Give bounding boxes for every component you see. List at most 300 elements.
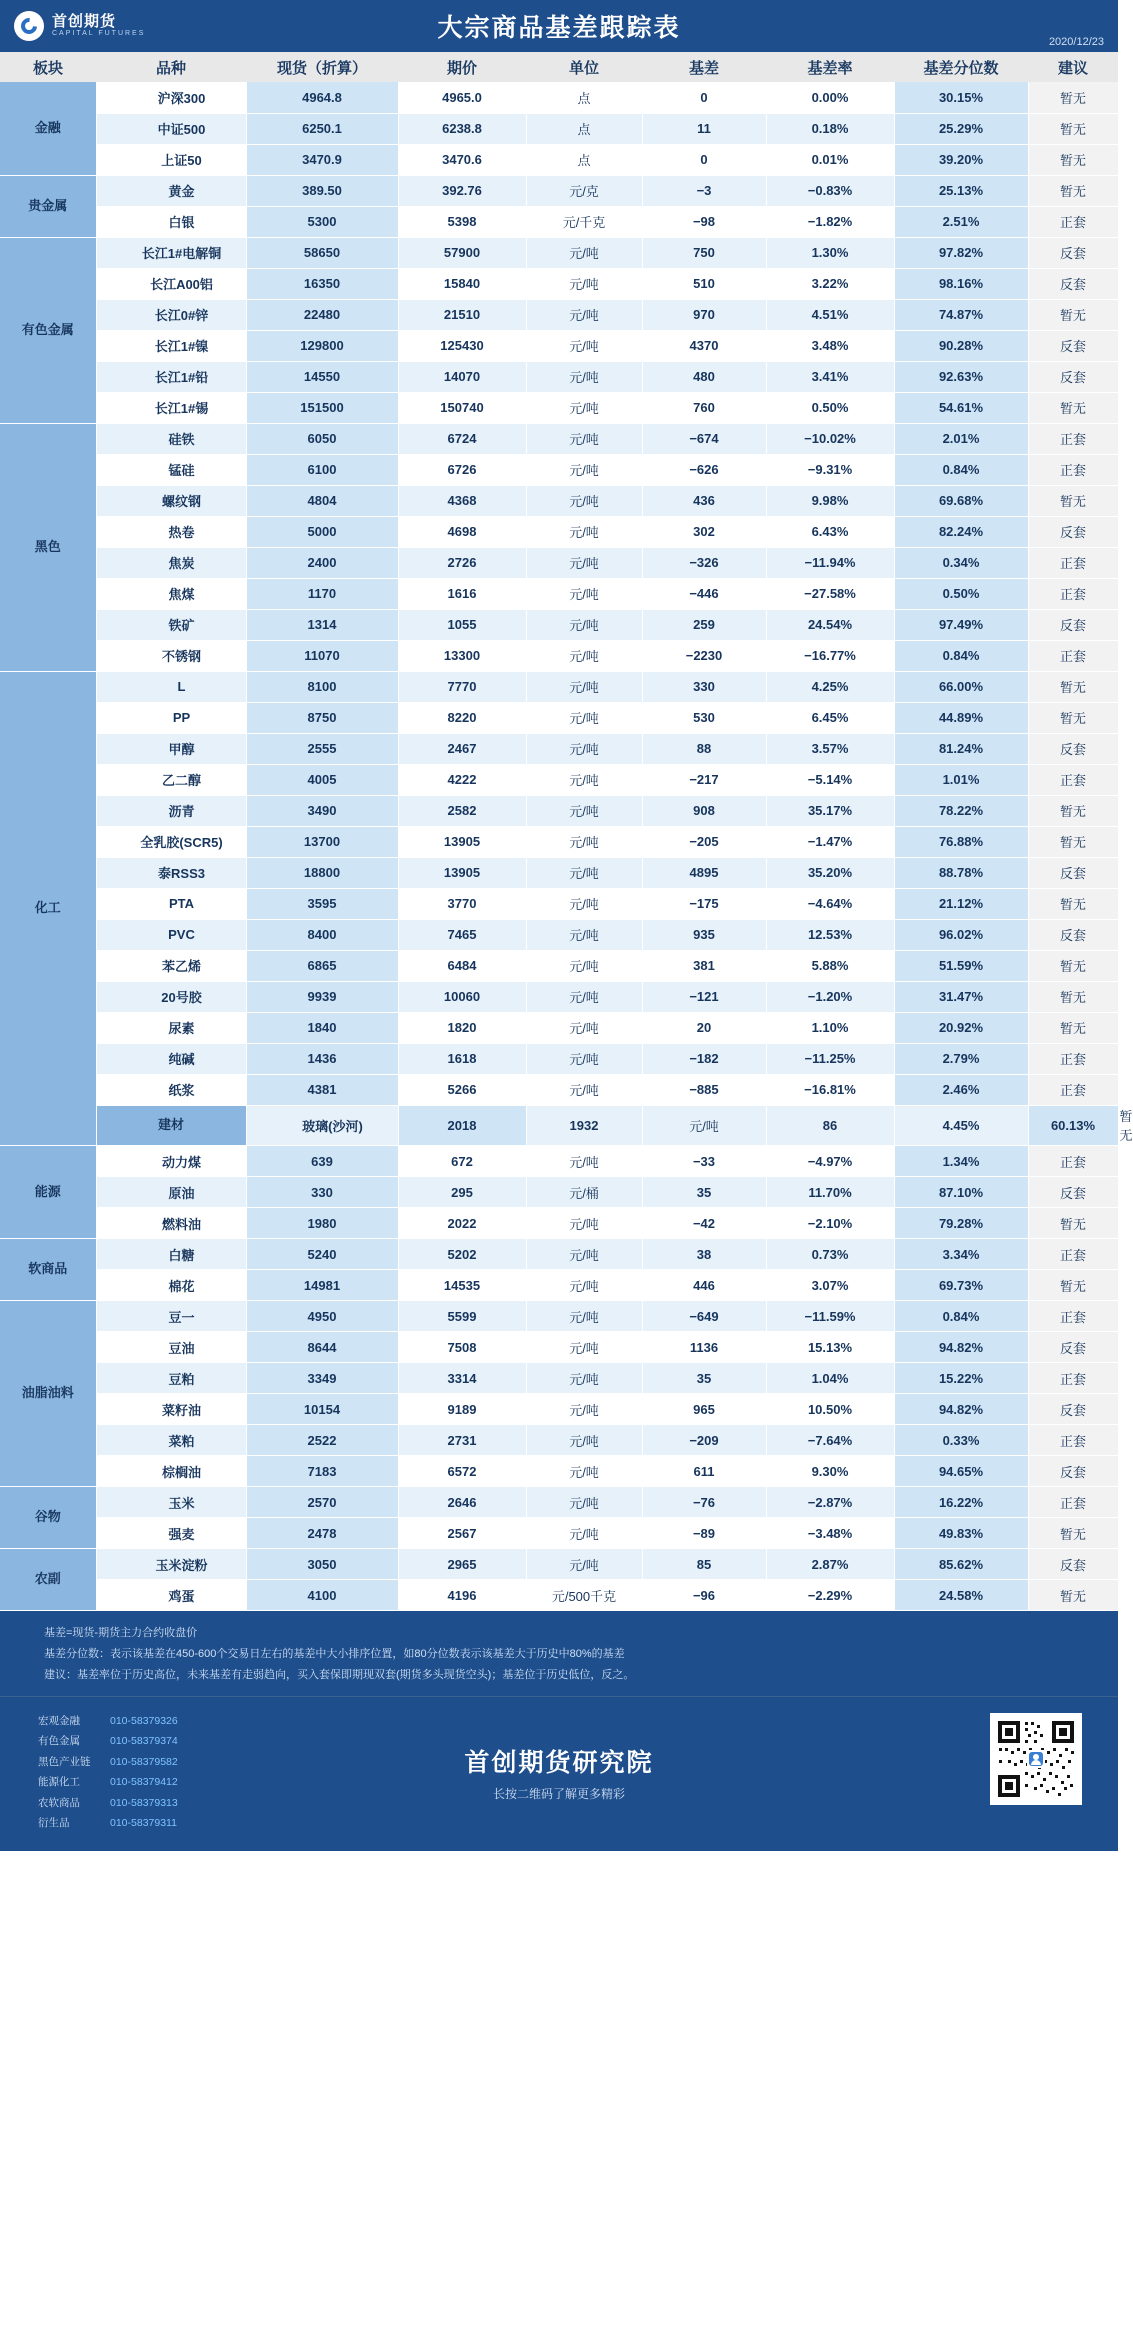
table-row [0,1363,1118,1394]
table-row [0,1456,1118,1487]
table-row: 建材 玻璃(沙河) 2018 1932 元/吨 86 4.45% 60.13% 暂无 [0,1105,1118,1146]
unit-cell: 元/吨 [526,1456,642,1487]
unit-cell: 元/吨 [526,826,642,857]
table-body [0,82,1133,1611]
table-row [0,1549,1118,1580]
contact-label: 能源化工 [38,1776,80,1789]
advice-cell: 正套 [1028,1363,1118,1394]
basis-cell: −98 [642,206,766,237]
report-date: 2020/12/23 [1048,36,1104,48]
advice-cell: 正套 [1028,1074,1118,1105]
table-row [0,640,1118,671]
futures-price-cell: 6724 [398,423,526,454]
basis-percentile-cell: 94.82% [894,1394,1028,1425]
contact-phone[interactable]: 010-58379311 [110,1817,177,1830]
basis-rate-cell: 3.48% [766,330,894,361]
futures-price-cell: 4196 [398,1580,526,1611]
table-row [0,330,1118,361]
basis-rate-cell: 1.04% [766,1363,894,1394]
unit-cell: 元/千克 [526,206,642,237]
basis-rate-cell: 0.00% [766,82,894,113]
variety-name-cell: 长江1#镍 [96,330,246,361]
advice-cell: 暂无 [1028,1580,1118,1611]
basis-rate-cell: 1.30% [766,237,894,268]
spot-price-cell: 2018 [398,1105,526,1146]
basis-rate-cell: 0.73% [766,1239,894,1270]
spot-price-cell: 4100 [246,1580,398,1611]
advice-cell: 反套 [1028,268,1118,299]
variety-name-cell: 焦炭 [96,547,246,578]
futures-price-cell: 2646 [398,1487,526,1518]
futures-price-cell: 2582 [398,795,526,826]
basis-percentile-cell: 30.15% [894,82,1028,113]
basis-rate-cell: −16.77% [766,640,894,671]
advice-cell: 反套 [1028,330,1118,361]
basis-cell: 330 [642,671,766,702]
futures-price-cell: 2731 [398,1425,526,1456]
basis-percentile-cell: 1.01% [894,764,1028,795]
contact-phone[interactable]: 010-58379313 [110,1796,178,1809]
basis-rate-cell: −11.25% [766,1043,894,1074]
basis-rate-cell: 35.17% [766,795,894,826]
basis-percentile-cell: 81.24% [894,733,1028,764]
table-row [0,392,1118,423]
basis-cell: 381 [642,950,766,981]
qr-code-icon[interactable] [990,1713,1082,1805]
unit-cell: 元/吨 [526,609,642,640]
variety-name-cell: 燃料油 [96,1208,246,1239]
advice-cell: 正套 [1028,547,1118,578]
basis-cell: 0 [642,82,766,113]
basis-rate-cell: −7.64% [766,1425,894,1456]
futures-price-cell: 14070 [398,361,526,392]
spot-price-cell: 14981 [246,1270,398,1301]
spot-price-cell: 11070 [246,640,398,671]
futures-price-cell: 7465 [398,919,526,950]
advice-cell: 暂无 [1028,82,1118,113]
unit-cell: 元/吨 [526,237,642,268]
unit-cell: 元/吨 [526,1208,642,1239]
unit-cell: 元/吨 [526,919,642,950]
basis-rate-cell: −0.83% [766,175,894,206]
basis-percentile-cell: 76.88% [894,826,1028,857]
futures-price-cell: 672 [398,1146,526,1177]
sector-cell: 软商品 [0,1239,96,1301]
futures-price-cell: 5202 [398,1239,526,1270]
advice-cell: 反套 [1028,1332,1118,1363]
basis-cell: 302 [642,516,766,547]
spot-price-cell: 2478 [246,1518,398,1549]
spot-price-cell: 2522 [246,1425,398,1456]
basis-percentile-cell: 0.34% [894,547,1028,578]
spot-price-cell: 13700 [246,826,398,857]
spot-price-cell: 14550 [246,361,398,392]
unit-cell: 元/吨 [526,361,642,392]
basis-percentile-cell: 60.13% [1028,1105,1118,1146]
advice-cell: 正套 [1028,1043,1118,1074]
futures-price-cell: 13300 [398,640,526,671]
variety-name-cell: 甲醇 [96,733,246,764]
variety-name-cell: 苯乙烯 [96,950,246,981]
basis-cell: −217 [642,764,766,795]
futures-price-cell: 295 [398,1177,526,1208]
advice-cell: 暂无 [1028,981,1118,1012]
table-row [0,857,1118,888]
spot-price-cell: 4381 [246,1074,398,1105]
variety-name-cell: 原油 [96,1177,246,1208]
unit-cell: 元/吨 [526,671,642,702]
table-row [0,1518,1118,1549]
variety-name-cell: 热卷 [96,516,246,547]
futures-price-cell: 2567 [398,1518,526,1549]
futures-price-cell: 4698 [398,516,526,547]
basis-cell: −89 [642,1518,766,1549]
spot-price-cell: 16350 [246,268,398,299]
basis-percentile-cell: 39.20% [894,144,1028,175]
table-row [0,1177,1118,1208]
basis-percentile-cell: 0.84% [894,454,1028,485]
basis-cell: 530 [642,702,766,733]
futures-price-cell: 1616 [398,578,526,609]
variety-name-cell: 全乳胶(SCR5) [96,826,246,857]
basis-percentile-cell: 31.47% [894,981,1028,1012]
table-row [0,1394,1118,1425]
basis-percentile-cell: 21.12% [894,888,1028,919]
unit-cell: 元/吨 [526,733,642,764]
column-header-sector: 板块 [0,52,96,82]
advice-cell: 反套 [1028,516,1118,547]
basis-rate-cell: 12.53% [766,919,894,950]
futures-price-cell: 4368 [398,485,526,516]
basis-percentile-cell: 97.82% [894,237,1028,268]
unit-cell: 元/吨 [526,1074,642,1105]
column-header-variety: 品种 [96,52,246,82]
spot-price-cell: 8750 [246,702,398,733]
basis-percentile-cell: 90.28% [894,330,1028,361]
basis-cell: 965 [642,1394,766,1425]
basis-rate-cell: 35.20% [766,857,894,888]
futures-price-cell: 3770 [398,888,526,919]
table-row [0,1074,1118,1105]
sector-cell: 建材 [96,1105,246,1146]
table-row [0,485,1118,516]
advice-cell: 正套 [1028,1487,1118,1518]
advice-cell: 暂无 [1028,1518,1118,1549]
variety-name-cell: 长江0#锌 [96,299,246,330]
basis-percentile-cell: 49.83% [894,1518,1028,1549]
table-row [0,361,1118,392]
futures-price-cell: 7770 [398,671,526,702]
table-row [0,299,1118,330]
futures-price-cell: 392.76 [398,175,526,206]
table-row [0,795,1118,826]
table-row [0,206,1118,237]
advice-cell: 暂无 [1028,299,1118,330]
futures-price-cell: 1932 [526,1105,642,1146]
spot-price-cell: 8100 [246,671,398,702]
footer-brand [0,1743,1118,1802]
spot-price-cell: 3490 [246,795,398,826]
basis-cell: 20 [642,1012,766,1043]
basis-percentile-cell: 78.22% [894,795,1028,826]
contact-phone[interactable]: 010-58379374 [110,1735,178,1748]
advice-cell: 暂无 [1028,826,1118,857]
variety-name-cell: 长江1#电解铜 [96,237,246,268]
basis-rate-cell: −11.94% [766,547,894,578]
note-line: 建议：基差率位于历史高位，未来基差有走弱趋向，买入套保即期现双套(期货多头现货空头)；基差位于历史低位，反之。 [44,1668,635,1681]
futures-price-cell: 14535 [398,1270,526,1301]
basis-cell: 38 [642,1239,766,1270]
basis-rate-cell: 0.01% [766,144,894,175]
basis-percentile-cell: 25.13% [894,175,1028,206]
advice-cell: 正套 [1028,423,1118,454]
basis-cell: 750 [642,237,766,268]
unit-cell: 元/吨 [526,423,642,454]
spot-price-cell: 330 [246,1177,398,1208]
basis-percentile-cell: 0.84% [894,640,1028,671]
spot-price-cell: 6050 [246,423,398,454]
table-row [0,671,1118,702]
basis-rate-cell: 15.13% [766,1332,894,1363]
basis-rate-cell: 10.50% [766,1394,894,1425]
unit-cell: 元/吨 [526,1425,642,1456]
basis-cell: 259 [642,609,766,640]
spot-price-cell: 151500 [246,392,398,423]
basis-cell: 1136 [642,1332,766,1363]
advice-cell: 正套 [1028,764,1118,795]
table-row [0,1208,1118,1239]
advice-cell: 暂无 [1028,1270,1118,1301]
basis-rate-cell: 5.88% [766,950,894,981]
spot-price-cell: 3470.9 [246,144,398,175]
futures-price-cell: 5599 [398,1301,526,1332]
contact-label: 农软商品 [38,1796,80,1809]
advice-cell: 反套 [1028,1549,1118,1580]
spot-price-cell: 58650 [246,237,398,268]
table-row [0,1012,1118,1043]
unit-cell: 点 [526,113,642,144]
variety-name-cell: 动力煤 [96,1146,246,1177]
unit-cell: 元/吨 [526,640,642,671]
basis-cell: 908 [642,795,766,826]
advice-cell: 正套 [1028,578,1118,609]
basis-percentile-cell: 16.22% [894,1487,1028,1518]
basis-cell: 480 [642,361,766,392]
column-header-unit: 单位 [526,52,642,82]
variety-name-cell: 玻璃(沙河) [246,1105,398,1146]
basis-rate-cell: −2.29% [766,1580,894,1611]
basis-cell: 510 [642,268,766,299]
spot-price-cell: 4964.8 [246,82,398,113]
advice-cell: 反套 [1028,361,1118,392]
unit-cell: 元/吨 [526,764,642,795]
table-row [0,144,1118,175]
sector-cell: 农副 [0,1549,96,1611]
spot-price-cell: 6865 [246,950,398,981]
variety-name-cell: 长江A00铝 [96,268,246,299]
basis-rate-cell: 4.51% [766,299,894,330]
contact-phone[interactable]: 010-58379412 [110,1776,178,1789]
advice-cell: 正套 [1028,1425,1118,1456]
table-row [0,981,1118,1012]
basis-rate-cell: 6.45% [766,702,894,733]
spot-price-cell: 2570 [246,1487,398,1518]
spot-price-cell: 3050 [246,1549,398,1580]
basis-cell: 11 [642,113,766,144]
variety-name-cell: 棉花 [96,1270,246,1301]
basis-percentile-cell: 1.34% [894,1146,1028,1177]
unit-cell: 元/克 [526,175,642,206]
basis-rate-cell: −9.31% [766,454,894,485]
table-row [0,950,1118,981]
contact-phone[interactable]: 010-58379326 [110,1714,178,1727]
basis-rate-cell: −11.59% [766,1301,894,1332]
advice-cell: 暂无 [1028,113,1118,144]
table-row [0,113,1118,144]
basis-cell: −326 [642,547,766,578]
basis-cell: −209 [642,1425,766,1456]
basis-percentile-cell: 51.59% [894,950,1028,981]
table-row [0,1043,1118,1074]
table-row [0,516,1118,547]
basis-percentile-cell: 82.24% [894,516,1028,547]
table-row [0,733,1118,764]
spot-price-cell: 5000 [246,516,398,547]
futures-price-cell: 6484 [398,950,526,981]
spot-price-cell: 389.50 [246,175,398,206]
variety-name-cell: 白糖 [96,1239,246,1270]
unit-cell: 元/吨 [526,578,642,609]
basis-rate-cell: −4.97% [766,1146,894,1177]
basis-cell: 85 [642,1549,766,1580]
contact-label: 有色金属 [38,1735,80,1748]
advice-cell: 暂无 [1028,392,1118,423]
basis-percentile-cell: 2.51% [894,206,1028,237]
futures-price-cell: 13905 [398,826,526,857]
column-header-basis: 基差 [642,52,766,82]
futures-price-cell: 13905 [398,857,526,888]
basis-percentile-cell: 98.16% [894,268,1028,299]
basis-cell: −2230 [642,640,766,671]
spot-price-cell: 10154 [246,1394,398,1425]
basis-percentile-cell: 97.49% [894,609,1028,640]
basis-percentile-cell: 66.00% [894,671,1028,702]
basis-percentile-cell: 44.89% [894,702,1028,733]
unit-cell: 元/吨 [642,1105,766,1146]
advice-cell: 暂无 [1028,1012,1118,1043]
spot-price-cell: 2400 [246,547,398,578]
basis-percentile-cell: 88.78% [894,857,1028,888]
unit-cell: 元/吨 [526,485,642,516]
basis-rate-cell: 11.70% [766,1177,894,1208]
unit-cell: 元/吨 [526,950,642,981]
unit-cell: 元/吨 [526,857,642,888]
basis-percentile-cell: 3.34% [894,1239,1028,1270]
advice-cell: 反套 [1028,919,1118,950]
basis-rate-cell: 4.45% [894,1105,1028,1146]
notes-block [0,1611,1118,1696]
spot-price-cell: 4950 [246,1301,398,1332]
variety-name-cell: 泰RSS3 [96,857,246,888]
unit-cell: 元/吨 [526,1146,642,1177]
basis-percentile-cell: 15.22% [894,1363,1028,1394]
unit-cell: 元/吨 [526,1487,642,1518]
note-line: 基差=现货-期货主力合约收盘价 [44,1627,198,1639]
basis-percentile-cell: 2.01% [894,423,1028,454]
advice-cell: 反套 [1028,1456,1118,1487]
spot-price-cell: 3349 [246,1363,398,1394]
futures-price-cell: 57900 [398,237,526,268]
variety-name-cell: 上证50 [96,144,246,175]
variety-name-cell: 尿素 [96,1012,246,1043]
variety-name-cell: 强麦 [96,1518,246,1549]
futures-price-cell: 7508 [398,1332,526,1363]
table-row [0,547,1118,578]
advice-cell: 正套 [1028,640,1118,671]
basis-percentile-cell: 0.50% [894,578,1028,609]
basis-rate-cell: 0.18% [766,113,894,144]
spot-price-cell: 8644 [246,1332,398,1363]
table-row [0,888,1118,919]
variety-name-cell: 长江1#锡 [96,392,246,423]
basis-rate-cell: 3.57% [766,733,894,764]
table-row [0,826,1118,857]
page-footer [0,1696,1118,1852]
advice-cell: 暂无 [1028,795,1118,826]
basis-rate-cell: 6.43% [766,516,894,547]
unit-cell: 元/吨 [526,547,642,578]
advice-cell: 暂无 [1028,950,1118,981]
basis-percentile-cell: 94.65% [894,1456,1028,1487]
basis-cell: −121 [642,981,766,1012]
basis-cell: 436 [642,485,766,516]
advice-cell: 反套 [1028,1177,1118,1208]
futures-price-cell: 6572 [398,1456,526,1487]
variety-name-cell: 纸浆 [96,1074,246,1105]
advice-cell: 反套 [1028,1394,1118,1425]
column-header-futures: 期价 [398,52,526,82]
variety-name-cell: 乙二醇 [96,764,246,795]
basis-cell: −674 [642,423,766,454]
advice-cell: 暂无 [1028,144,1118,175]
basis-percentile-cell: 2.79% [894,1043,1028,1074]
variety-name-cell: PTA [96,888,246,919]
spot-price-cell: 1980 [246,1208,398,1239]
basis-cell: 970 [642,299,766,330]
unit-cell: 元/吨 [526,330,642,361]
basis-percentile-cell: 20.92% [894,1012,1028,1043]
unit-cell: 元/吨 [526,981,642,1012]
basis-rate-cell: 9.98% [766,485,894,516]
table-row [0,578,1118,609]
advice-cell: 正套 [1028,1301,1118,1332]
variety-name-cell: 菜粕 [96,1425,246,1456]
basis-rate-cell: 3.07% [766,1270,894,1301]
variety-name-cell: 纯碱 [96,1043,246,1074]
column-header-advice: 建议 [1028,52,1118,82]
futures-price-cell: 21510 [398,299,526,330]
unit-cell: 点 [526,82,642,113]
futures-price-cell: 1820 [398,1012,526,1043]
sector-cell: 化工 [0,671,96,1146]
variety-name-cell: 焦煤 [96,578,246,609]
basis-cell: −175 [642,888,766,919]
futures-price-cell: 2467 [398,733,526,764]
contact-phone[interactable]: 010-58379582 [110,1755,178,1768]
advice-cell: 正套 [1028,1146,1118,1177]
futures-price-cell: 2022 [398,1208,526,1239]
basis-cell: −3 [642,175,766,206]
